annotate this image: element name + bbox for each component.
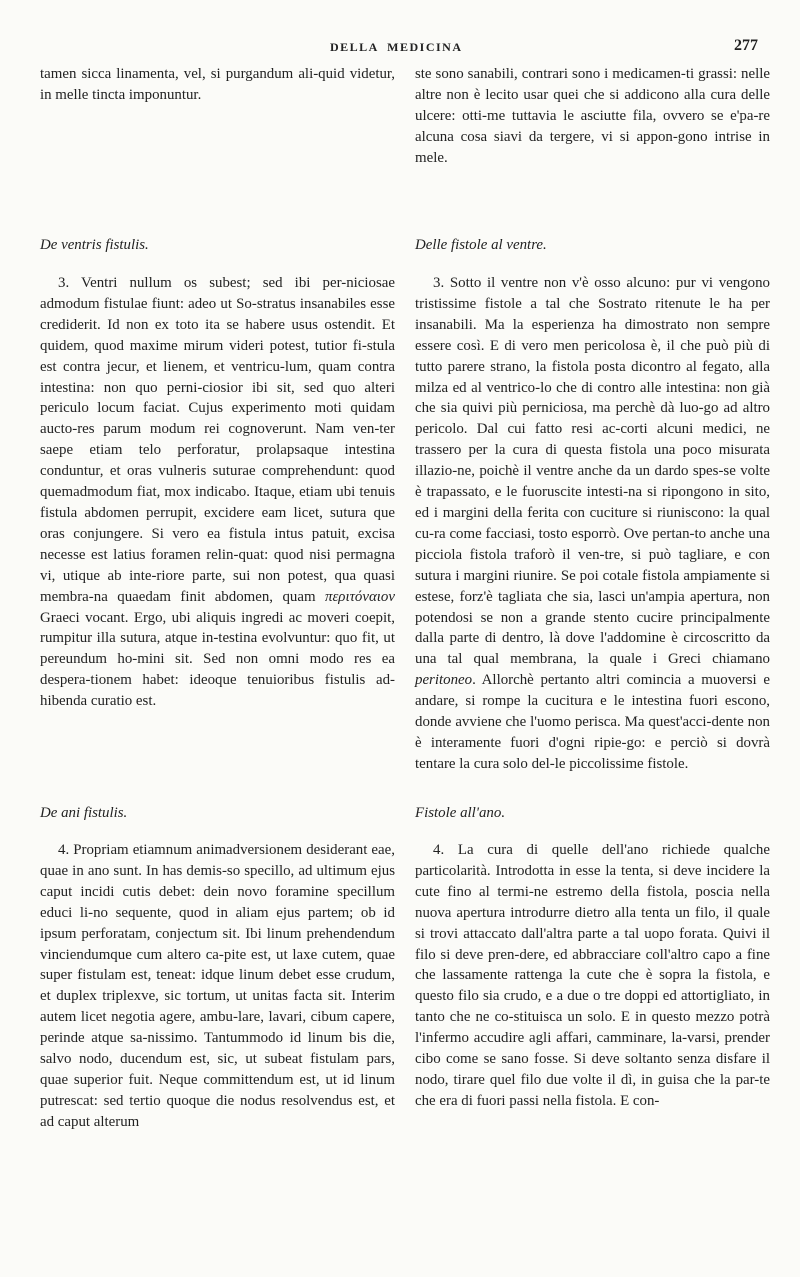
italian-section-title-ano: Fistole all'ano.	[415, 805, 506, 821]
greek-word-peritonaion: περιτόναιον	[324, 588, 395, 605]
latin-paragraph-3-text: 3. Ventri nullum os subest; sed ibi per-niciosae admodum fistulae fiunt: adeo ut So-stratus insanabiles esse crediderit. Id non ex toto ita se habere usus ostendit. Et quidem, quod maxime mirum videri potest, tutior fi-stula est contra jecur, et lienem, et ventricu-lum, quam contra intestina: non quo perni-ciosior ibi sit, sed quo alteri periculo locum faciat. Cujus experimento moti quidam aucto-res parum modum rei cognoverunt. Nam ven-ter saepe etiam telo perforatur, prolapsaque intestina conduntur, et oras vulneris suturae comprehendunt: quod quemadmodum fiat, mox indicabo. Itaque, etiam ubi tenuis fistula abdomen perrupit, excidere eam licet, sutura que oras conjungere. Si vero ea fistula intus patuit, excisa necesse est latius foramen relin-quat: quod nisi permagna vi, utique ab inte-riore parte, sui non potest, qua quasi membra-na quaedam finit abdomen, quam	[40, 275, 395, 605]
italian-paragraph-3-cont: . Allorchè pertanto altri comincia a muoversi e andare, si rompe la cucitura e le intestina fuori escono, donde avviene che l'uomo perisca. Ma quest'acci-dente non è interamente fuori d'ogni ripie-go: e perciò si dovrà tentare la cura solo del-le piccolissime fistole.	[415, 672, 770, 772]
page-header	[0, 37, 800, 64]
latin-paragraph-4: 4. Propriam etiamnum animadversionem desiderant eae, quae in ano sunt. In has demis-so specillo, ad ultimum ejus caput incidi cutis debet: dein novo foramine specillum educi li-no sequente, quod in aliam ejus partem; ob id ipsum perforatam, conjectum sit. Ibi linum prehendendum vinciendumque cum altero ca-pite est, ut laxe cutem, quae super fistulam est, teneat: idque linum debet esse crudum, et duplex triplexve, sic tortum, ut unitas facta sit. Interim autem licet negotia agere, ambu-lare, lavari, cibum capere, perinde atque sa-nissimo. Tantummodo id linum bis die, salvo nodo, ducendum est, sic, ut subeat fistulam pars, quae superior fuit. Neque committendum est, ut id linum putrescat: sed tertio quoque die nodus resolvendus est, et ad caput alterum	[40, 842, 395, 1130]
italian-paragraph-3	[415, 273, 770, 775]
page-number: 277	[734, 37, 758, 54]
latin-paragraph-3-cont: Graeci vocant. Ergo, ubi aliquis ingredi ac moveri coepit, rumpitur illa sutura, atque in-testina evolvuntur: quo fit, ut pereundum ho-mini sit. Sed non omni modo res ea despera-tionem habet: ideoque tenuioribus fistulis ad-hibenda curatio est.	[40, 609, 395, 710]
italic-word-peritoneo: peritoneo	[415, 672, 473, 689]
latin-paragraph-intro: tamen sicca linamenta, vel, si purgandum ali-quid videtur, in melle tincta imponuntur.	[40, 66, 395, 103]
running-head: DELLA MEDICINA	[330, 40, 463, 54]
latin-paragraph-3	[40, 273, 395, 712]
italian-paragraph-3-text: 3. Sotto il ventre non v'è osso alcuno: pur vi vengono tristissime fistole a tal che Sostrato ritenute le ha per insanabili. Ma la esperienza ha dimostrato non sempre essere così. E di vero men pericolosa è, il che può più di tutto parere strano, la fistola posta dicontro al fegato, alla milza ed al ventrico-lo che di contro alle intestina: non già che sia quivi più perniciosa, ma perchè dà luo-go ad altro pericolo. Dal cui fatto resi ac-corti alcuni medici, ne trassero per la cura di questa fistola una poco misurata illazio-ne, poichè il ventre anche da un dardo spes-se volte è trapassato, e le fuoruscite intesti-na si ripongono in sito, ed i margini della ferita con cuciture si riuniscono: la qual cu-ra come facciasi, tosto esporrò. Ove pertan-to anche una picciola fistola traforò il ven-tre, si può tagliare, e con sutura i margini riunire. Se poi cotale fistola ampiamente si estese, forz'è tagliata che sia, lasci un'ampia apertura, non potendosi se non a grande stento cucire principalmente dalla parte di dentro, là dove l'addomine è circoscritto da una tal qual membrana, la quale i Greci chiamano	[415, 275, 770, 668]
italian-paragraph-4: 4. La cura di quelle dell'ano richiede qualche particolarità. Introdotta in esse la tenta, si deve incidere la cute fino al termi-ne estremo della fistola, poscia nella nuova apertura introdurre dietro alla tenta un filo, il quale si trovi attaccato dall'altra parte a tal uopo forata. Quivi il filo si deve pren-dere, ed abbracciare coll'altro capo a fine che lassamente rattenga la cute che è sopra la fistola, e questo filo sia crudo, e a due o tre doppi ed attortigliato, in tanto che ne co-stituisca un solo. E in questo mezzo potrà l'infermo accudire agli affari, camminare, la-varsi, prender cibo come se sano fosse. Si deve soltanto senza disfare il nodo, tirare quel filo due volte il dì, in guisa che la par-te che era di fuori passi nella fistola. E con-	[415, 842, 770, 1109]
italian-section-title-ventre: Delle fistole al ventre.	[415, 237, 547, 253]
latin-section-title-ventris: De ventris fistulis.	[40, 237, 149, 253]
latin-section-title-ani: De ani fistulis.	[40, 805, 128, 821]
italian-paragraph-intro: ste sono sanabili, contrari sono i medicamen-ti grassi: nelle altre non è lecito usar quei che si addicono alla cura delle ulcere: otti-me tuttavia le asciutte fila, ovvero se e'pa-re alcuna cosa siavi da tergere, vi si appon-gono intrise in mele.	[415, 66, 770, 166]
